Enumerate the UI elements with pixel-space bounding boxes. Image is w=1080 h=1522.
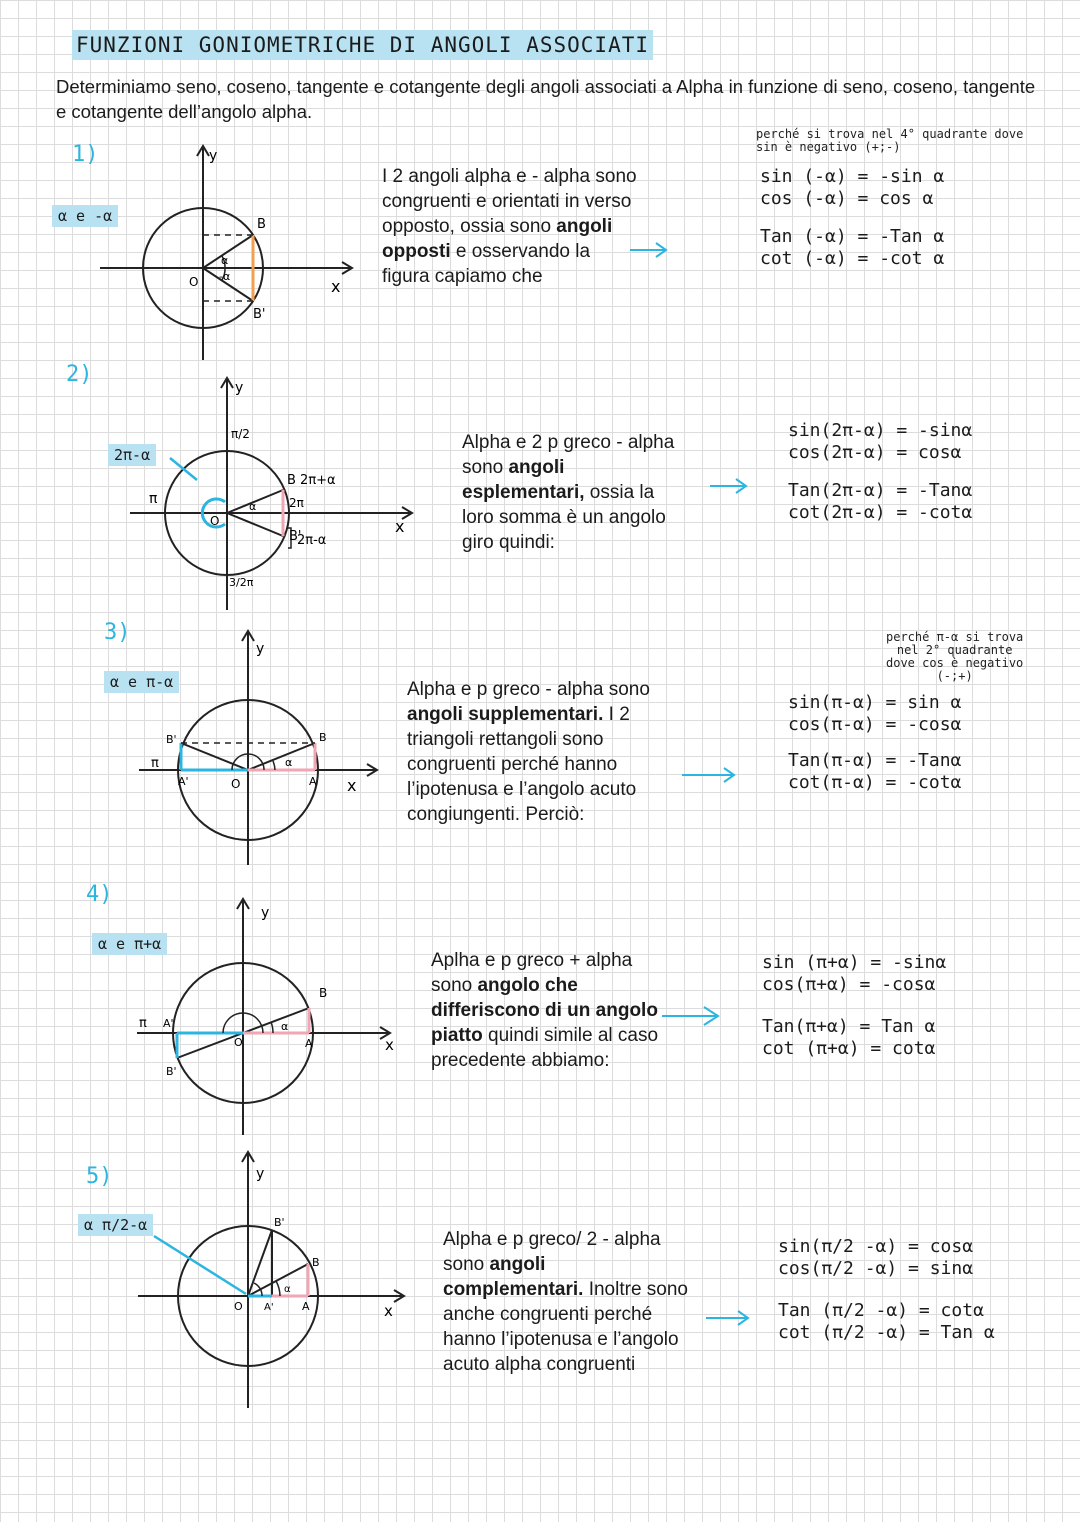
fig4-pi-label: π bbox=[139, 1016, 147, 1031]
section-1-formulas bbox=[760, 166, 944, 270]
fig3-a2-label: A' bbox=[178, 775, 189, 788]
fig5-origin-label: O bbox=[234, 1300, 243, 1313]
section-4-formulas bbox=[762, 952, 946, 1060]
fig3-b2-label: B' bbox=[166, 733, 177, 746]
formula: cos (-α) = cos α bbox=[760, 188, 934, 209]
section-3-tag: α e π-α bbox=[104, 671, 179, 693]
section-2-formulas bbox=[788, 420, 972, 524]
section-3-arrow-icon bbox=[680, 765, 738, 785]
section-4-number: 4) bbox=[86, 882, 113, 907]
formula: sin (-α) = -sin α bbox=[760, 166, 945, 187]
fig4-x-label: x bbox=[385, 1036, 394, 1054]
formula: cos(π-α) = -cosα bbox=[788, 714, 962, 735]
section-2-number: 2) bbox=[66, 362, 93, 387]
formula: cot(π-α) = -cotα bbox=[788, 772, 962, 793]
fig4-origin-label: O bbox=[234, 1036, 243, 1049]
fig2-three-pi-half-label: 3/2π bbox=[229, 576, 254, 589]
section-4-tag: α e π+α bbox=[92, 933, 167, 955]
formula: cot (π+α) = cotα bbox=[762, 1038, 936, 1059]
fig3-y-label: y bbox=[256, 641, 265, 657]
fig2-two-pi-minus-label: 2π-α bbox=[297, 533, 327, 548]
formula: sin(π-α) = sin α bbox=[788, 692, 962, 713]
fig1-x-label: x bbox=[331, 277, 341, 296]
section-1-tag: α e -α bbox=[52, 205, 118, 227]
fig5-a-label: A bbox=[302, 1300, 310, 1313]
formula: cot (-α) = -cot α bbox=[760, 248, 945, 269]
fig4-a-label: A bbox=[305, 1037, 313, 1050]
formula: cos(2π-α) = cosα bbox=[788, 442, 962, 463]
section-5-figure bbox=[130, 1148, 410, 1413]
section-3-description: Alpha e p greco - alpha sono angoli supplementari. I 2 triangoli rettangoli sono congruenti perché hanno l’ipotenusa e l’angolo acuto congiungenti. Perciò: bbox=[407, 679, 650, 825]
section-3-formulas bbox=[788, 692, 961, 794]
section-1-number: 1) bbox=[72, 142, 99, 167]
section-3-number: 3) bbox=[104, 620, 131, 645]
fig4-alpha-label: α bbox=[281, 1020, 289, 1033]
formula: cos(π/2 -α) = sinα bbox=[778, 1258, 974, 1279]
fig2-pi-half-label: π/2 bbox=[231, 427, 250, 441]
formula: Tan (-α) = -Tan α bbox=[760, 226, 945, 247]
section-2-figure bbox=[125, 372, 425, 612]
formula: Tan(2π-α) = -Tanα bbox=[788, 480, 973, 501]
fig5-x-label: x bbox=[384, 1302, 393, 1320]
fig2-b-label: B 2π+α bbox=[287, 473, 336, 488]
fig5-alpha-label: α bbox=[284, 1284, 291, 1295]
section-5-arrow-icon bbox=[704, 1308, 752, 1328]
section-4-figure bbox=[133, 895, 403, 1140]
section-1-figure bbox=[95, 140, 365, 365]
fig2-two-pi-label: 2π bbox=[289, 496, 304, 510]
section-5-number: 5) bbox=[86, 1164, 113, 1189]
fig5-y-label: y bbox=[256, 1166, 265, 1182]
fig1-alpha-label: α bbox=[221, 254, 229, 267]
formula: cos(π+α) = -cosα bbox=[762, 974, 936, 995]
fig3-x-label: x bbox=[347, 776, 357, 795]
fig3-alpha-label: α bbox=[285, 756, 293, 769]
formula: Tan(π-α) = -Tanα bbox=[788, 750, 962, 771]
fig3-origin-label: O bbox=[231, 777, 241, 791]
section-2-description: Alpha e 2 p greco - alpha sono angoli esplementari, ossia la loro somma è un angolo giro quindi: bbox=[462, 432, 675, 553]
section-5-description: Alpha e p greco/ 2 - alpha sono angoli complementari. Inoltre sono anche congruenti perché hanno l’ipotenusa e l’angolo acuto alpha congruenti bbox=[443, 1229, 689, 1375]
fig5-b-label: B bbox=[312, 1256, 320, 1269]
section-1-arrow-icon bbox=[628, 240, 670, 260]
section-4-description: Aplha e p greco + alpha sono angolo che differiscono di un angolo piatto quindi simile al caso precedente abbiamo: bbox=[431, 950, 659, 1071]
fig3-pi-label: π bbox=[151, 756, 159, 771]
section-5-tag: α π/2-α bbox=[78, 1214, 153, 1236]
section-4-arrow-icon bbox=[660, 1004, 722, 1028]
section-1-description: I 2 angoli alpha e - alpha sono congruenti e orientati in verso opposto, ossia sono angoli opposti e osservando la figura capiamo che bbox=[382, 166, 637, 287]
formula: Tan(π+α) = Tan α bbox=[762, 1016, 936, 1037]
fig4-a2-label: A' bbox=[163, 1017, 174, 1030]
fig1-y-label: y bbox=[209, 148, 218, 164]
section-2-tag: 2π-α bbox=[108, 444, 156, 466]
section-5-formulas bbox=[778, 1236, 995, 1344]
formula: cot (π/2 -α) = Tan α bbox=[778, 1322, 995, 1343]
section-2-arrow-icon bbox=[708, 476, 750, 496]
fig4-b-label: B bbox=[319, 986, 328, 1000]
formula: sin(2π-α) = -sinα bbox=[788, 420, 973, 441]
fig2-b2-label: B' bbox=[289, 529, 302, 544]
fig5-b2-label: B' bbox=[274, 1216, 285, 1229]
formula: sin (π+α) = -sinα bbox=[762, 952, 947, 973]
fig2-y-label: y bbox=[235, 380, 244, 396]
section-1-note: perché si trova nel 4° quadrante dove sin è negativo (+;-) bbox=[756, 127, 1024, 154]
fig3-a-label: A bbox=[309, 775, 317, 788]
fig2-alpha-label: α bbox=[249, 500, 257, 513]
section-3-note: perché π-α si trova nel 2° quadrante dove cos è negativo (-;+) bbox=[886, 630, 1024, 683]
fig4-y-label: y bbox=[261, 905, 270, 921]
formula: Tan (π/2 -α) = cotα bbox=[778, 1300, 984, 1321]
page-title: FUNZIONI GONIOMETRICHE DI ANGOLI ASSOCIATI bbox=[72, 30, 653, 60]
intro-text: Determiniamo seno, coseno, tangente e cotangente degli angoli associati a Alpha in funzione di seno, coseno, tangente e cotangente dell’angolo alpha. bbox=[56, 76, 1036, 122]
fig1-origin-label: O bbox=[189, 275, 199, 289]
fig5-a2-label: A' bbox=[264, 1302, 274, 1313]
section-3-figure bbox=[135, 625, 385, 870]
fig4-b2-label: B' bbox=[166, 1065, 177, 1078]
fig2-pi-label: π bbox=[149, 491, 158, 507]
fig2-x-label: x bbox=[395, 517, 405, 536]
formula: sin(π/2 -α) = cosα bbox=[778, 1236, 974, 1257]
fig3-b-label: B bbox=[319, 731, 327, 744]
fig2-origin-label: O bbox=[210, 514, 220, 528]
fig1-b2-label: B' bbox=[253, 307, 266, 322]
formula: cot(2π-α) = -cotα bbox=[788, 502, 973, 523]
fig1-neg-alpha-label: -α bbox=[219, 270, 231, 283]
fig1-b-label: B bbox=[257, 217, 266, 232]
